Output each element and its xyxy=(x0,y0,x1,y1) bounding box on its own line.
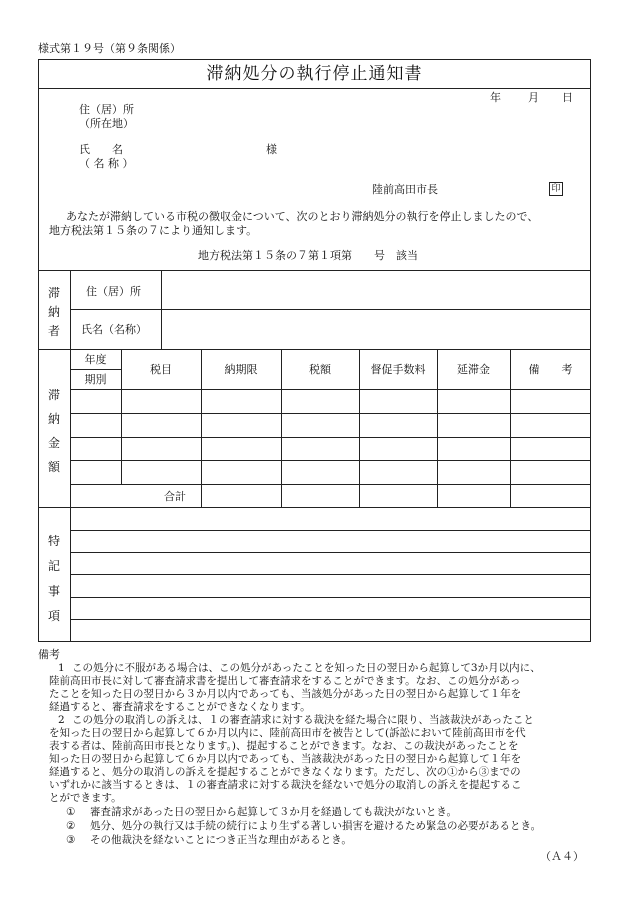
amount-section-label: 滞 納 金 額 xyxy=(47,388,60,474)
addressee-name-label: 氏 名 xyxy=(79,143,123,156)
year-period-divider xyxy=(70,369,121,370)
amount-row-line-4 xyxy=(70,484,591,485)
label-column-divider xyxy=(70,270,71,642)
sub-item-1-text: 審査請求があった日の翌日から起算して３か月を経過しても裁決がないとき。 xyxy=(90,806,457,818)
sub-item-3-text: その他裁決を経ないことにつき正当な理由があるとき。 xyxy=(90,834,352,846)
note-1-line-4: 経過すると、審査請求をすることができなくなります。 xyxy=(49,701,311,713)
date-day: 日 xyxy=(562,91,573,104)
seal-mark: 印 xyxy=(549,182,563,196)
delinquent-top-border xyxy=(38,270,591,271)
sub-item-1-mark: ① xyxy=(66,806,76,818)
remarks-line-1 xyxy=(70,530,591,531)
header-late-fee: 延滞金 xyxy=(457,363,490,376)
addressee-name-sublabel: （ 名 称 ） xyxy=(79,157,134,170)
remarks-section-label: 特 記 事 項 xyxy=(47,534,60,623)
notice-line-1: あなたが滞納している市税の徴収金について、次のとおり滞納処分の執行を停止しましたので、 xyxy=(66,210,539,223)
legal-clause: 地方税法第１５条の７第１項第 号 該当 xyxy=(198,249,418,262)
note-1-line-1: この処分に不服がある場合は、この処分があったことを知った日の翌日から起算して3か月以内に、 xyxy=(72,662,541,674)
header-period: 期別 xyxy=(84,373,107,386)
notes-heading: 備考 xyxy=(38,648,60,661)
note-2-line-3: 表する者は、陸前高田市長となります。)、提起することができます。なお、この裁決があったことを xyxy=(49,740,519,752)
honorific: 様 xyxy=(266,143,277,156)
amount-row-line-2 xyxy=(70,437,591,438)
note-1-line-3: たことを知った日の翌日から３か月以内であっても、当該処分があった日の翌日から起算して１年を xyxy=(49,688,522,700)
note-1-number: 1 xyxy=(58,662,65,674)
remarks-line-5 xyxy=(70,619,591,620)
date-year: 年 xyxy=(490,91,501,104)
remarks-top-border xyxy=(38,507,591,508)
delinquent-name-label: 氏名（名称） xyxy=(81,323,147,336)
note-1-line-2: 陸前高田市長に対して審査請求書を提出して審査請求をすることができます。なお、この処分があっ xyxy=(49,675,521,687)
notice-line-2: 地方税法第１５条の７により通知します。 xyxy=(49,224,258,237)
addressee-address-sublabel: （所在地） xyxy=(79,117,134,130)
note-2-line-5: 経過すると、処分の取消しの訴えを提起することができなくなります。ただし、次の①から③までの xyxy=(49,766,521,778)
paper-size-label: （Ａ４） xyxy=(540,850,584,863)
sub-item-3-mark: ③ xyxy=(66,834,76,846)
issuer-name: 陸前高田市長 xyxy=(372,183,438,196)
sub-item-2-mark: ② xyxy=(66,820,76,832)
form-number: 様式第１９号（第９条関係） xyxy=(38,42,181,55)
header-remarks: 備 考 xyxy=(528,363,573,376)
header-tax-item: 税目 xyxy=(150,363,172,376)
total-label: 合計 xyxy=(164,490,186,503)
document-title: 滞納処分の執行停止通知書 xyxy=(206,64,423,84)
note-2-line-6: いずれかに該当するときは、１の審査請求に対する裁決を経ないで処分の取消しの訴えを提起するこ xyxy=(49,779,522,791)
remarks-line-3 xyxy=(70,574,591,575)
amount-header-bottom xyxy=(70,389,591,390)
remarks-line-2 xyxy=(70,552,591,553)
amount-row-line-3 xyxy=(70,460,591,461)
sub-item-2-text: 処分、処分の執行又は手続の続行により生ずる著しい損害を避けるため緊急の必要があるとき。 xyxy=(90,820,542,832)
note-2-line-1: この処分の取消しの訴えは、１の審査請求に対する裁決を経た場合に限り、当該裁決があったこと xyxy=(72,714,534,726)
addressee-address-label: 住（居）所 xyxy=(79,103,134,116)
title-divider xyxy=(38,88,591,89)
delinquent-row-divider xyxy=(70,309,591,310)
header-due-date: 納期限 xyxy=(224,363,258,376)
remarks-line-4 xyxy=(70,597,591,598)
header-year: 年度 xyxy=(84,353,107,366)
header-tax-amount: 税額 xyxy=(309,363,331,376)
note-2-line-4: 知った日の翌日から起算して６か月以内であっても、当該裁決があった日の翌日から起算して１年を xyxy=(49,753,522,765)
delinquent-address-label: 住（居）所 xyxy=(86,285,141,298)
note-2-line-2: を知った日の翌日から起算して６か月以内に、陸前高田市を被告として(訴訟において陸前高田市を代 xyxy=(49,727,526,739)
date-month: 月 xyxy=(528,91,539,104)
amount-row-line-1 xyxy=(70,413,591,414)
note-2-number: 2 xyxy=(58,714,65,726)
note-2-line-7: とができます。 xyxy=(49,792,122,804)
header-dunning-fee: 督促手数料 xyxy=(370,363,426,376)
delinquent-section-label: 滞 納 者 xyxy=(47,286,60,338)
